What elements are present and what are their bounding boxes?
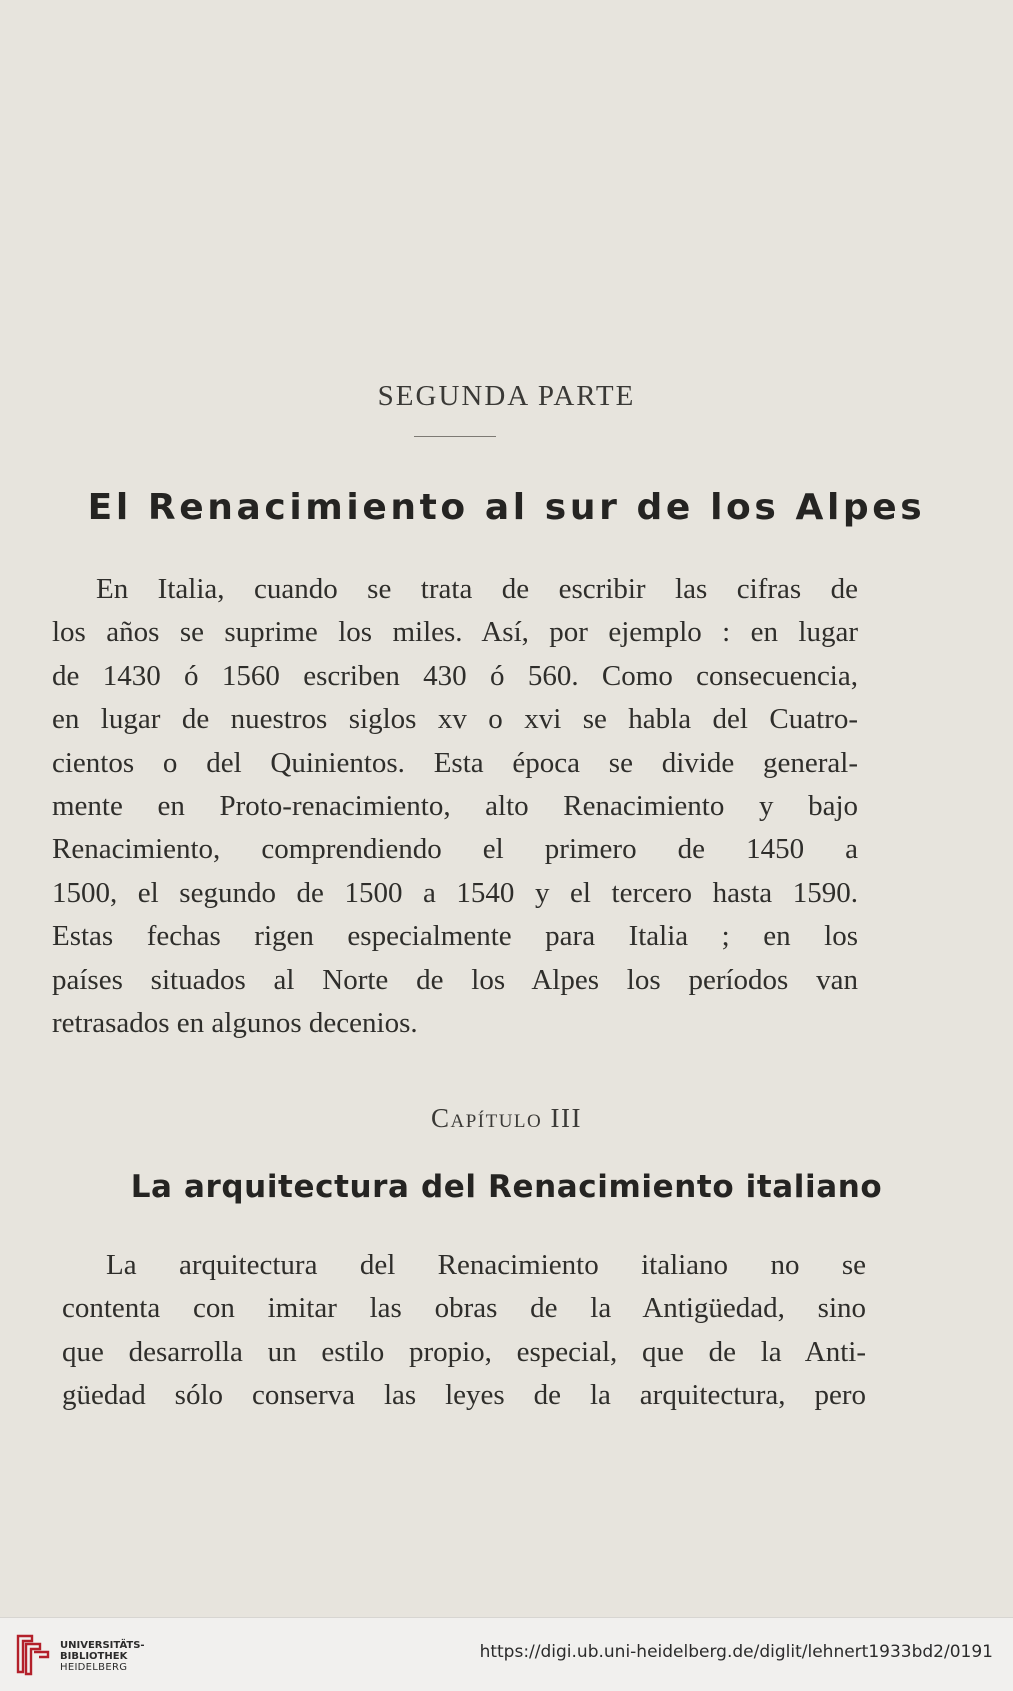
part-title: SEGUNDA PARTE (377, 380, 636, 412)
paragraph-line: Renacimiento, comprendiendo el primero de 1450 a (52, 833, 858, 866)
paragraph-1 (52, 568, 858, 1045)
paragraph-line: los años se suprime los miles. Así, por ejemplo : en lugar (52, 616, 858, 649)
library-name-line: HEIDELBERG (60, 1662, 128, 1673)
paragraph-line: cientos o del Quinientos. Esta época se divide general- (52, 746, 858, 779)
paragraph-line: güedad sólo conserva las leyes de la arquitectura, pero (62, 1379, 866, 1412)
ub-heidelberg-logo-icon[interactable] (12, 1632, 52, 1678)
viewer-footer (0, 1617, 1013, 1691)
library-name-line: UNIVERSITÄTS- (60, 1640, 145, 1651)
paragraph-line: países situados al Norte de los Alpes los períodos van (52, 963, 858, 996)
paragraph-line: 1500, el segundo de 1500 a 1540 y el tercero hasta 1590. (52, 876, 858, 909)
library-name-line: BIBLIOTHEK (60, 1651, 128, 1662)
chapter-label-word: Capítulo (430, 1103, 543, 1133)
chapter-label (0, 1103, 1013, 1134)
paragraph-line: mente en Proto-renacimiento, alto Renacimiento y bajo (52, 789, 858, 822)
page-url-link[interactable]: https://digi.ub.uni-heidelberg.de/diglit/lehnert1933bd2/0191 (479, 1642, 993, 1662)
section-title: El Renacimiento al sur de los Alpes (87, 487, 926, 528)
title-divider (414, 436, 496, 437)
paragraph-line: de 1430 ó 1560 escriben 430 ó 560. Como consecuencia, (52, 659, 858, 692)
paragraph-line: que desarrolla un estilo propio, especial, que de la Anti- (62, 1335, 866, 1368)
chapter-label-number: III (550, 1103, 582, 1133)
paragraph-line: La arquitectura del Renacimiento italiano no se (106, 1249, 866, 1281)
paragraph-line: en lugar de nuestros siglos xv o xvi se habla del Cuatro- (52, 703, 858, 736)
paragraph-2 (62, 1244, 866, 1418)
paragraph-line: contenta con imitar las obras de la Antigüedad, sino (62, 1292, 866, 1325)
paragraph-line: retrasados en algunos decenios. (52, 1006, 418, 1039)
chapter-title: La arquitectura del Renacimiento italiano (130, 1169, 883, 1205)
library-name[interactable] (60, 1640, 145, 1673)
paragraph-line: En Italia, cuando se trata de escribir las cifras de (96, 573, 858, 605)
paragraph-line: Estas fechas rigen especialmente para Italia ; en los (52, 920, 858, 953)
